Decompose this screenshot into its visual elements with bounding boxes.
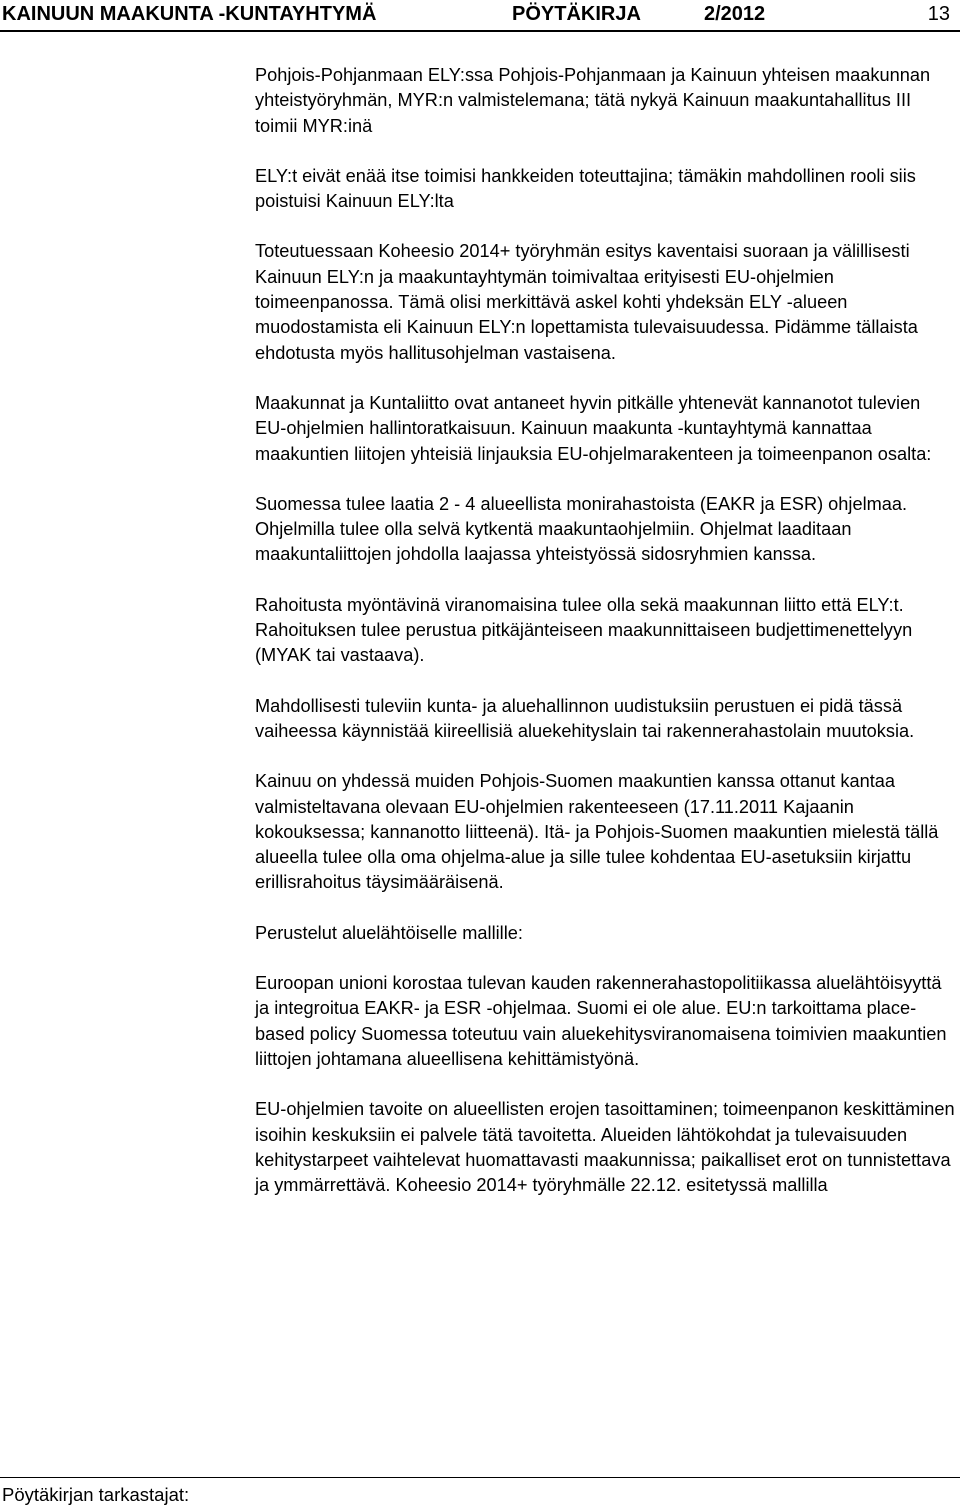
- paragraph: Toteutuessaan Koheesio 2014+ työryhmän esitys kaventaisi suoraan ja välillisesti Kainuun ELY:n ja maakuntayhtymän toimivaltaa erityisesti EU-ohjelmien toimeenpanossa. Tämä olisi merkittävä askel kohti yhdeksän ELY -alueen muodostamista eli Kainuun ELY:n lopettamista tulevaisuudessa. Pidämme tällaista ehdotusta myös hallitusohjelman vastaisena.: [255, 241, 918, 363]
- paragraph: Suomessa tulee laatia 2 - 4 alueellista monirahastoista (EAKR ja ESR) ohjelmaa. Ohjelmilla tulee olla selvä kytkentä maakuntaohjelmiin. Ohjelmat laaditaan maakuntaliittojen johdolla laajassa yhteistyössä sidosryhmien kanssa.: [255, 493, 908, 565]
- section-heading: Perustelut aluelähtöiselle mallille:: [255, 922, 523, 943]
- paragraph: EU-ohjelmien tavoite on alueellisten erojen tasoittaminen; toimeenpanon keskittäminen isoihin keskuksiin ei palvele tätä tavoitetta. Alueiden lähtökohdat ja tulevaisuuden kehitystarpeet vaihtelevat huomattavasti maakunnissa; paikalliset erot on tunnistettava ja ymmärrettävä. Koheesio 2014+ työryhmälle 22.12. esitetyssä mallilla: [255, 1099, 955, 1196]
- paragraph: Pohjois-Pohjanmaan ELY:ssa Pohjois-Pohjanmaan ja Kainuun yhteisen maakunnan yhteistyöryhmän, MYR:n valmistelemana; tätä nykyä Kainuun maakuntahallitus III toimii MYR:inä: [255, 65, 931, 136]
- organization-name: KAINUUN MAAKUNTA -KUNTAYHTYMÄ: [2, 3, 377, 25]
- paragraph: ELY:t eivät enää itse toimisi hankkeiden toteuttajina; tämäkin mahdollinen rooli siis poistuisi Kainuun ELY:lta: [255, 165, 916, 212]
- document-type: PÖYTÄKIRJA: [512, 3, 641, 25]
- document-body: [255, 63, 955, 1198]
- paragraph: Rahoitusta myöntävinä viranomaisina tulee olla sekä maakunnan liitto että ELY:t. Rahoituksen tulee perustua pitkäjänteiseen maakunnittaiseen budjettimenettelyyn (MYAK tai vastaava).: [255, 594, 913, 666]
- paragraph: Kainuu on yhdessä muiden Pohjois-Suomen maakuntien kanssa ottanut kantaa valmisteltavana olevaan EU-ohjelmien rakenteeseen (17.11.2011 Kajaanin kokouksessa; kannanotto liitteenä). Itä- ja Pohjois-Suomen maakuntien mielestä tällä alueella tulee olla oma ohjelma-alue ja sille tulee kohdentaa EU-asetuksiin kirjattu erillisrahoitus täysimääräisenä.: [255, 771, 939, 893]
- page-number: 13: [927, 3, 950, 25]
- document-number: 2/2012: [704, 3, 766, 25]
- paragraph: Euroopan unioni korostaa tulevan kauden rakennerahastopolitiikassa aluelähtöisyyttä ja integroitua EAKR- ja ESR -ohjelmaa. Suomi ei ole alue. EU:n tarkoittama place-based policy Suomessa toteutuu vain aluekehitysviranomaisena toimivien maakuntien liittojen johtamana alueellisena kehittämistyönä.: [255, 973, 947, 1069]
- footer-divider: [0, 1477, 960, 1478]
- page-header: [0, 0, 960, 32]
- paragraph: Maakunnat ja Kuntaliitto ovat antaneet hyvin pitkälle yhtenevät kannanotot tulevien EU-ohjelmien hallintoratkaisuun. Kainuun maakunta -kuntayhtymä kannattaa maakuntien liitojen yhteisiä linjauksia EU-ohjelmarakenteen ja toimeenpanon osalta:: [255, 392, 932, 464]
- footer-reviewers-label: Pöytäkirjan tarkastajat:: [2, 1484, 190, 1505]
- paragraph: Mahdollisesti tuleviin kunta- ja aluehallinnon uudistuksiin perustuen ei pidä tässä vaiheessa käynnistää kiireellisiä aluekehityslain tai rakennerahastolain muutoksia.: [255, 695, 915, 741]
